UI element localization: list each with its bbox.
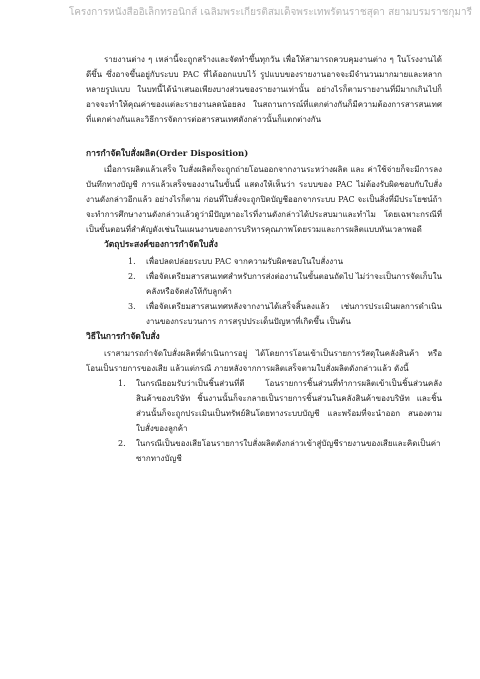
list-number: 1. (128, 257, 136, 266)
list-number: 2. (118, 439, 126, 448)
method-title: วิธีในการกำจัดใบสั่ง (86, 332, 160, 342)
page-header: โครงการหนังสืออิเล็กทรอนิกส์ เฉลิมพระเกียรติสมเด็จพระเทพรัตนราชสุดา สยามบรมราชกุมารี (68, 7, 472, 18)
section-title: การกำจัดใบสั่งผลิต(Order Disposition) (86, 149, 249, 159)
list-item-text: เพื่อจัดเตรียมสารสนเทศสำหรับการส่งต่องานในขั้นตอนถัดไป ไม่ว่าจะเป็นการจัดเก็บในคลังหรือจัดส่งให้กับลูกค้า (146, 272, 442, 296)
list-item (118, 436, 442, 466)
intro-paragraph: รายงานต่าง ๆ เหล่านี้จะถูกสร้างและจัดทำขึ้นทุกวัน เพื่อให้สามารถควบคุมงานต่าง ๆ ในโรงงานได้ดีขึ้น ซึ่งอาจขึ้นอยู่กับระบบ PAC ที่ได้ออกแบบไว้ รูปแบบของรายงานอาจจะมีจำนวนมากมายและหลากหลายรูปแบบ ในบทนี้ได้นำเสนอเพียงบางส่วนของรายงานเท่านั้น อย่างไรก็ตามรายงานที่มีมากเกินไปก็อาจจะทำให้คุณค่าของแต่ละรายงานลดน้อยลง ในสถานการณ์ที่แตกต่างกันก็มีความต้องการสารสนเทศที่แตกต่างกันและวิธีการจัดการต่อสารสนเทศดังกล่าวนั้นก็แตกต่างกัน (86, 55, 442, 124)
list-number: 2. (128, 272, 136, 281)
list-item (128, 254, 442, 269)
purpose-list (128, 254, 442, 329)
page-content (86, 52, 442, 466)
list-item-text: ในกรณียอมรับว่าเป็นชิ้นส่วนที่ดี โอนรายการชิ้นส่วนที่ทำการผลิตเข้าเป็นชิ้นส่วนคลังสินค้าของบริษัท ชิ้นงานนั้นก็จะกลายเป็นรายการชิ้นส่วนในคลังสินค้าของบริษัท และชิ้นส่วนนั้นก็จะถูกประเมินเป็นทรัพย์สินโดยทางระบบบัญชี และพร้อมที่จะนำออก สนองตามใบสั่งของลูกค้า (136, 379, 442, 433)
list-item (128, 299, 442, 329)
purpose-title: วัตถุประสงค์ของการกำจัดใบสั่ง (104, 240, 218, 250)
section-spacer (86, 127, 442, 147)
list-item-text: เพื่อจัดเตรียมสารสนเทศหลังจากงานได้เสร็จสิ้นลงแล้ว เช่นการประเมินผลการดำเนินงานของกระบวนการ การสรุปประเด็นปัญหาที่เกิดขึ้น เป็นต้น (146, 302, 442, 326)
list-number: 3. (128, 302, 136, 311)
list-number: 1. (118, 379, 126, 388)
list-item-text: เพื่อปลดปล่อยระบบ PAC จากความรับผิดชอบในใบสั่งงาน (146, 257, 344, 266)
method-list (118, 376, 442, 466)
section-paragraph: เมื่อการผลิตแล้วเสร็จ ใบสั่งผลิตก็จะถูกถ่ายโอนออกจากงานระหว่างผลิต และ ค่าใช้จ่ายก็จะมีการลงบันทึกทางบัญชี การแล้วเสร็จของงานในขั้นนี้ แสดงให้เห็นว่า ระบบของ PAC ไม่ต้องรับผิดชอบกับใบสั่งงานดังกล่าวอีกแล้ว อย่างไรก็ตาม ก่อนที่ใบสั่งจะถูกปิดบัญชีออกจากระบบ PAC จะเป็นสิ่งที่มีประโยชน์ถ้าจะทำการศึกษางานดังกล่าวแล้วดูว่ามีปัญหาอะไรที่งานดังกล่าวได้ประสบมาและทำไม โดยเฉพาะกรณีที่เป็นขั้นตอนที่สำคัญดังเช่นในแผนงานของการบริหารคุณภาพโดยรวมและการผลิตแบบทันเวลาพอดี (86, 165, 442, 234)
list-item-text: ในกรณีเป็นของเสียโอนรายการใบสั่งผลิตดังกล่าวเข้าสู่บัญชีรายงานของเสียและคิดเป็นค่าซากทางบัญชี (136, 439, 441, 463)
list-item (118, 376, 442, 436)
list-item (128, 269, 442, 299)
method-paragraph: เราสามารถกำจัดใบสั่งผลิตที่ดำเนินการอยู่ ได้โดยการโอนเข้าเป็นรายการวัสดุในคลังสินค้า หรือ โอนเป็นรายการของเสีย แล้วแต่กรณี ภายหลังจากการผลิตเสร็จตามใบสั่งผลิตดังกล่าวแล้ว ดังนี้ (86, 349, 442, 373)
